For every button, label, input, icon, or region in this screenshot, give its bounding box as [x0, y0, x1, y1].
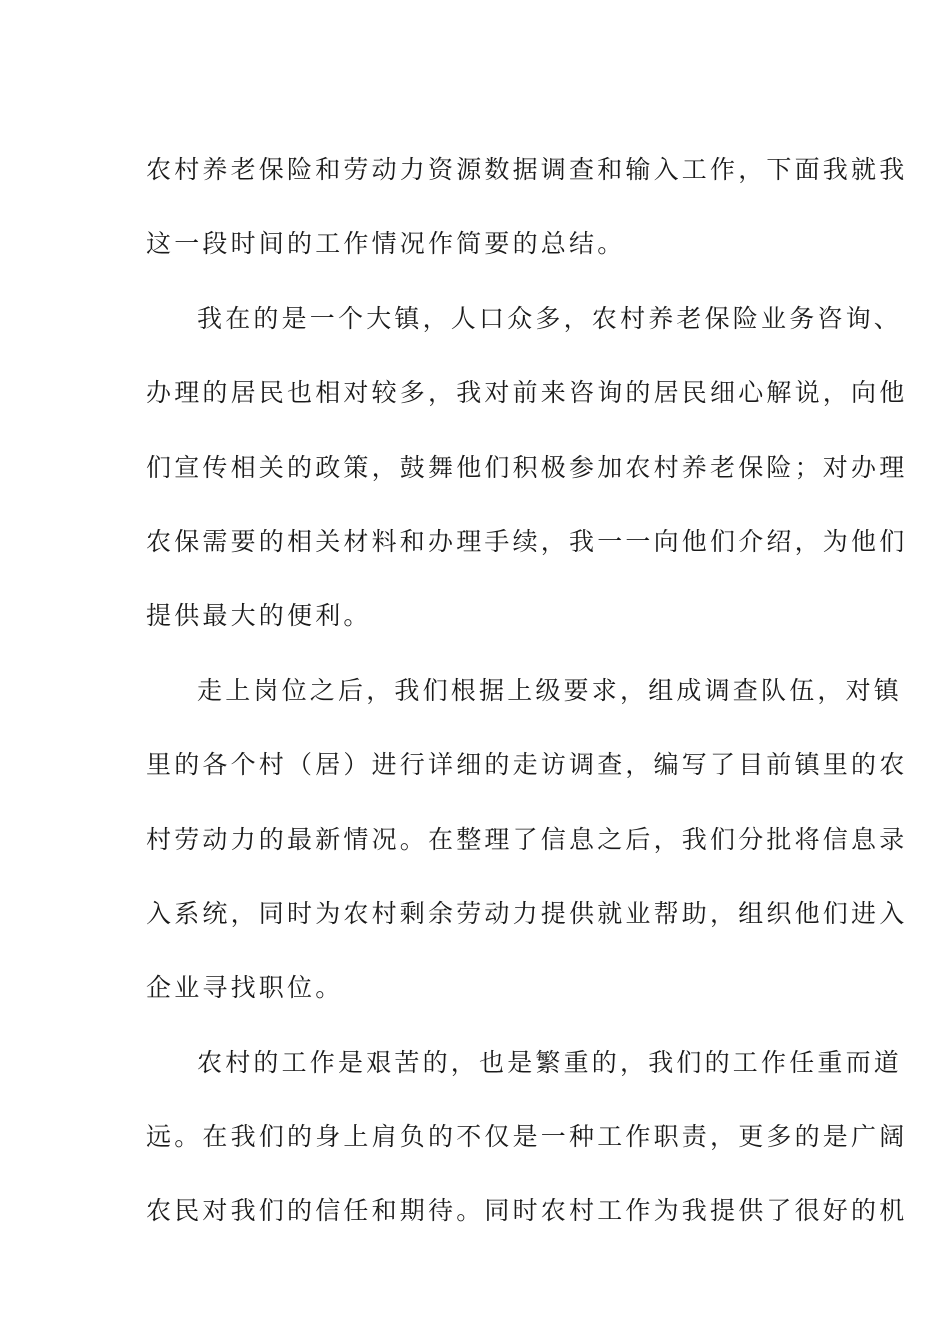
text-line: 提供最大的便利。	[146, 601, 372, 631]
text-line: 企业寻找职位。	[146, 973, 344, 1003]
text-line: 农民对我们的信任和期待。同时农村工作为我提供了很好的机	[146, 1196, 908, 1226]
text-line: 农村养老保险和劳动力资源数据调查和输入工作，下面我就我	[146, 155, 908, 184]
text-line: 们宣传相关的政策，鼓舞他们积极参加农村养老保险；对办理	[146, 452, 908, 482]
text-line: 里的各个村（居）进行详细的走访调查，编写了目前镇里的农	[146, 750, 908, 780]
paragraph-first-line: 农村的工作是艰苦的，也是繁重的，我们的工作任重而道	[197, 1047, 903, 1077]
paragraph-first-line: 我在的是一个大镇，人口众多，农村养老保险业务咨询、	[197, 303, 903, 333]
text-line: 村劳动力的最新情况。在整理了信息之后，我们分批将信息录	[146, 824, 908, 854]
text-line: 入系统，同时为农村剩余劳动力提供就业帮助，组织他们进入	[146, 898, 908, 928]
paragraph-first-line: 走上岗位之后，我们根据上级要求，组成调查队伍，对镇	[197, 675, 903, 705]
document-body	[146, 133, 908, 1249]
text-line: 农保需要的相关材料和办理手续，我一一向他们介绍，为他们	[146, 526, 908, 556]
text-line: 这一段时间的工作情况作简要的总结。	[146, 229, 626, 259]
text-line: 远。在我们的身上肩负的不仅是一种工作职责，更多的是广阔	[146, 1122, 908, 1152]
text-line: 办理的居民也相对较多，我对前来咨询的居民细心解说，向他	[146, 378, 908, 408]
